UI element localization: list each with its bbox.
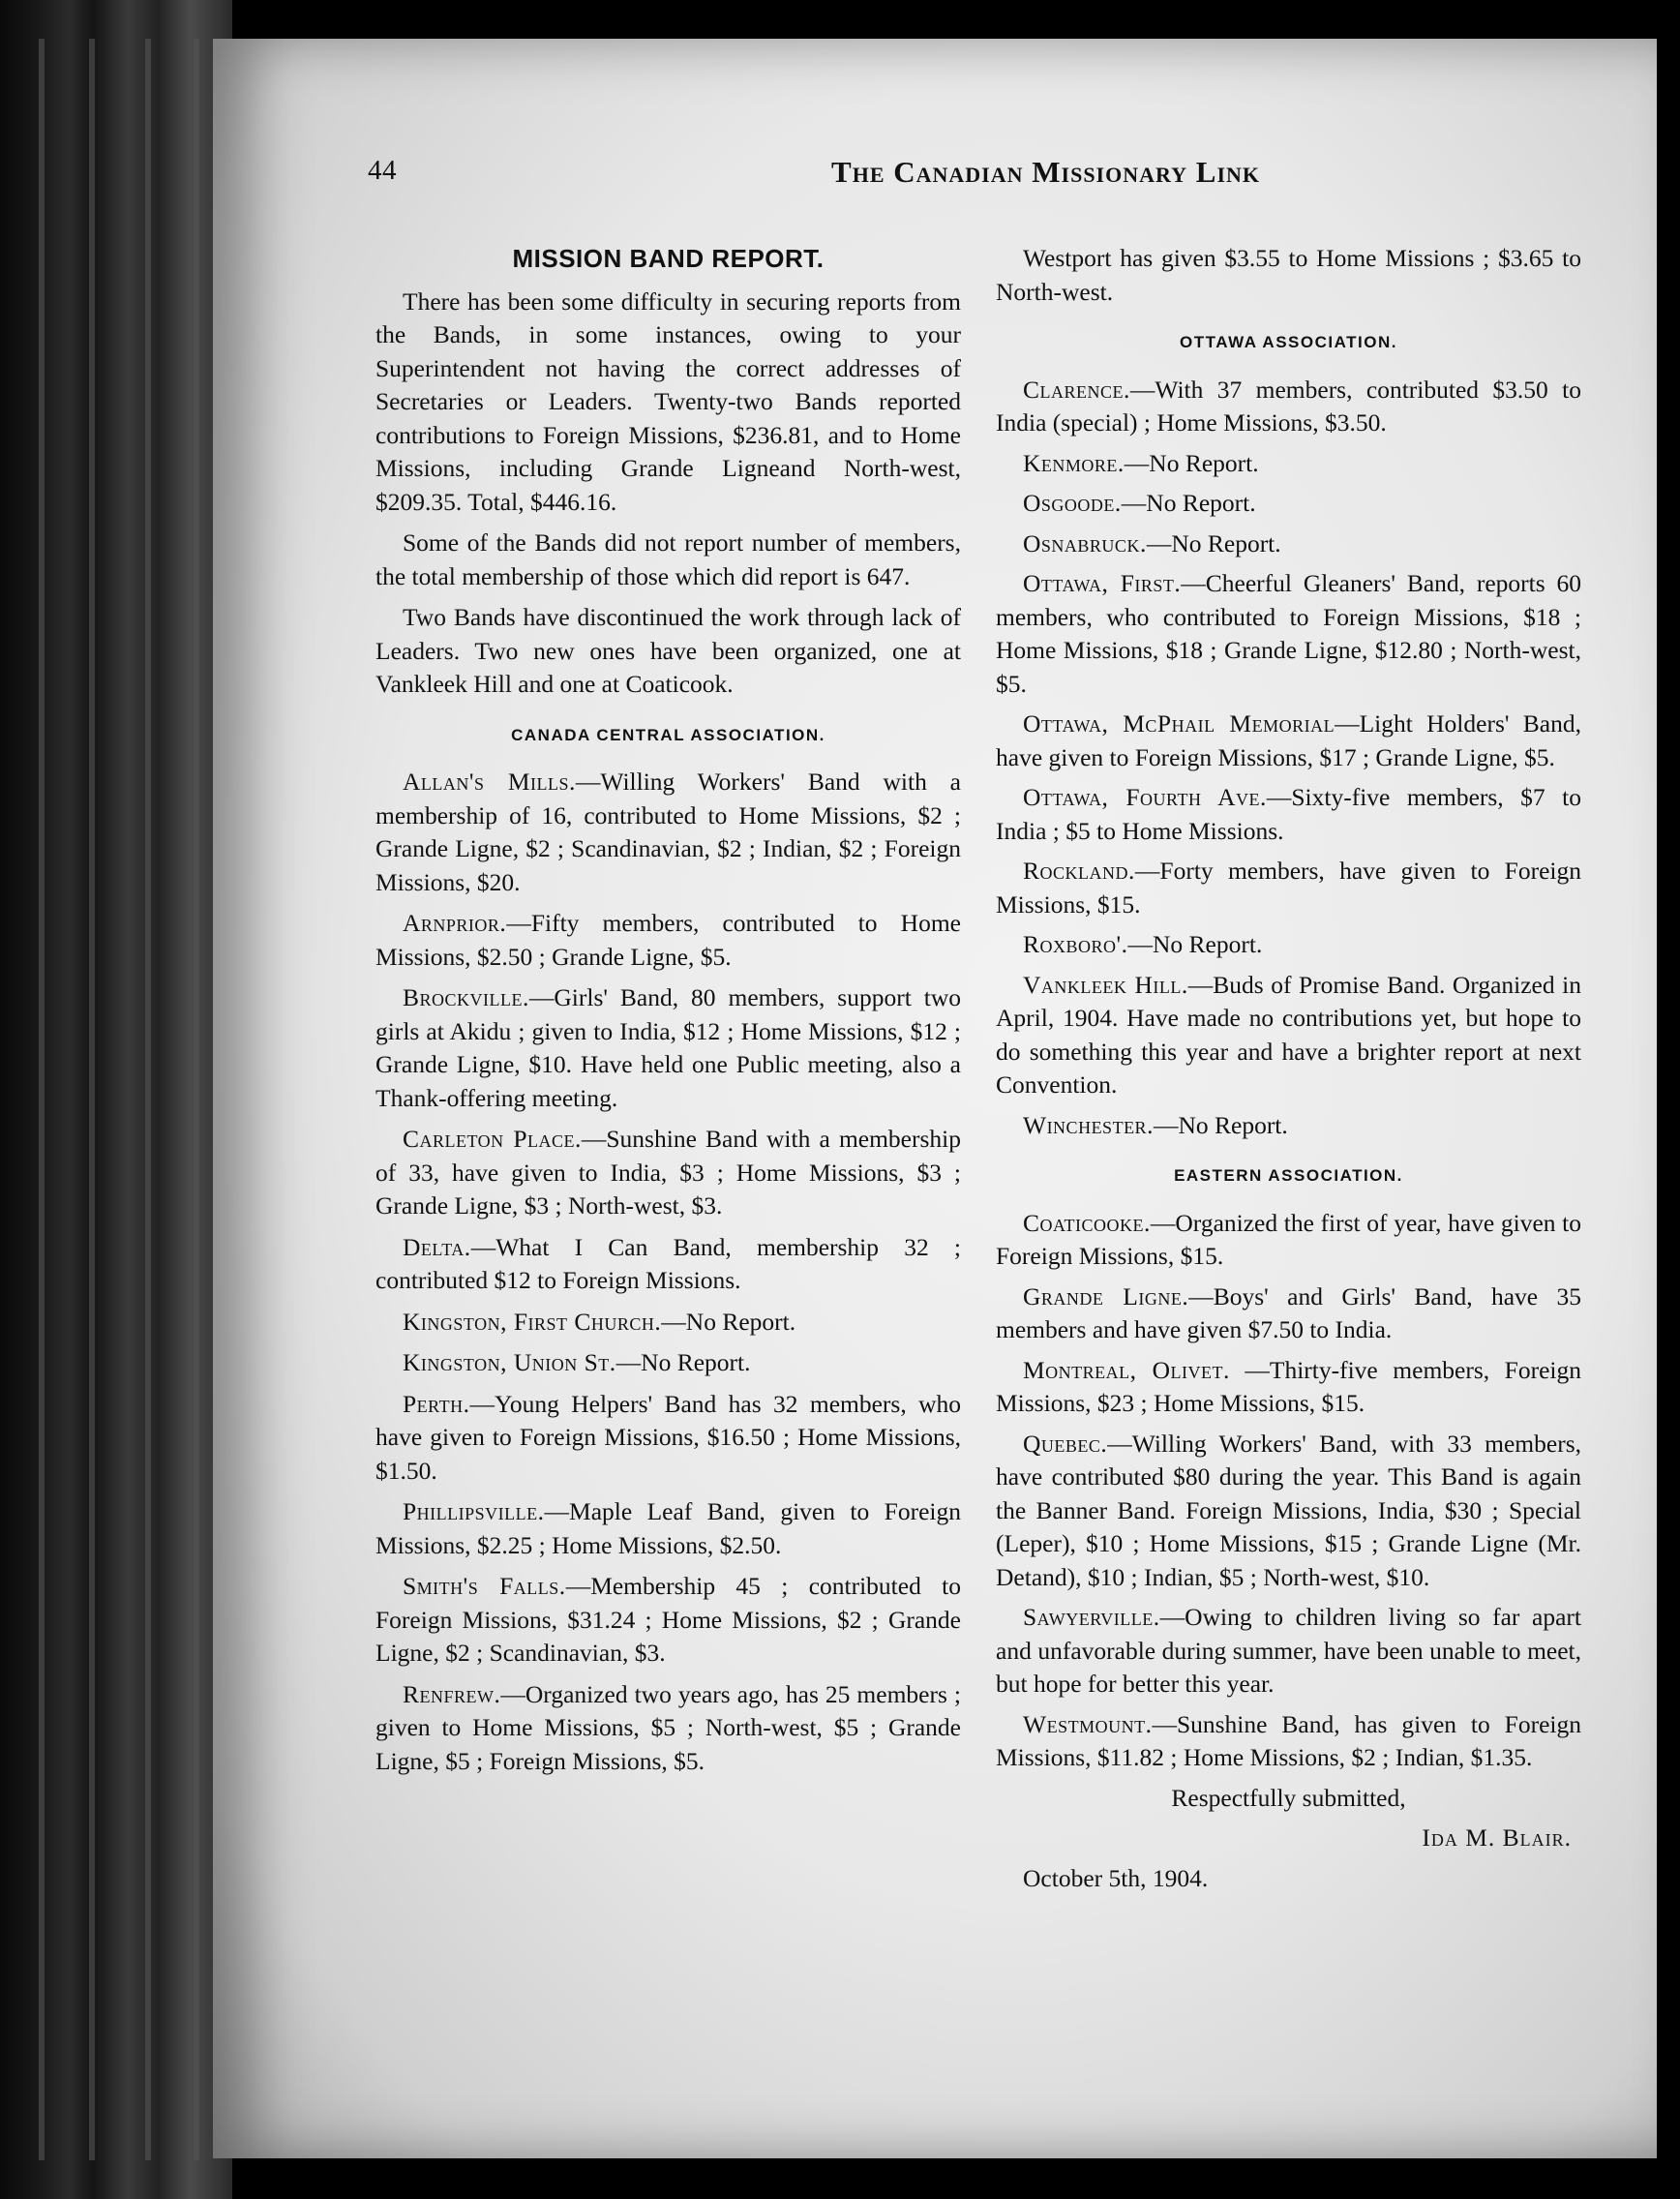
- section-heading: EASTERN ASSOCIATION.: [1174, 1166, 1403, 1185]
- entry-name: Phillipsville.: [403, 1497, 545, 1525]
- entry-text: —No Report.: [661, 1307, 796, 1336]
- journal-title: The Canadian Missionary Link: [831, 155, 1260, 189]
- band-entry: [375, 1570, 961, 1671]
- band-entry: [375, 1306, 961, 1340]
- section-heading: OTTAWA ASSOCIATION.: [1180, 333, 1397, 351]
- band-entry: [375, 766, 961, 899]
- intro-paragraph: Some of the Bands did not report number of members, the total membership of those which did report is 647.: [375, 528, 961, 590]
- entry-text: —What I Can Band, membership 32 ; contributed $12 to Foreign Missions.: [375, 1232, 961, 1294]
- entry-text: —No Report.: [615, 1348, 751, 1376]
- entry-name: Westmount.: [1023, 1709, 1153, 1738]
- entry-name: Ottawa, McPhail Memorial: [1023, 709, 1335, 738]
- entry-name: Ottawa, Fourth Ave.: [1023, 783, 1267, 811]
- entry-name: Kingston, Union St.: [403, 1348, 616, 1376]
- entry-text: —Young Helpers' Band has 32 members, who have given to Foreign Missions, $16.50 ; Home Missions, $1.50.: [375, 1389, 961, 1485]
- entry-name: Winchester.: [1023, 1110, 1154, 1139]
- entry-name: Brockville.: [403, 983, 529, 1011]
- band-entry: [375, 1678, 961, 1779]
- entry-name: Osnabruck.: [1023, 528, 1147, 557]
- entry-text: —Fifty members, contributed to Home Missions, $2.50 ; Grande Ligne, $5.: [375, 909, 961, 971]
- band-entry: [996, 1428, 1581, 1595]
- band-entry: [375, 1495, 961, 1562]
- running-head: [368, 155, 1260, 194]
- band-entry: [375, 1346, 961, 1380]
- entry-text: —Sixty-five members, $7 to India ; $5 to Home Missions.: [996, 783, 1581, 845]
- entry-name: Quebec.: [1023, 1429, 1108, 1458]
- entry-text: —No Report.: [1121, 489, 1256, 517]
- entry-name: Smith's Falls.: [403, 1572, 566, 1600]
- entry-name: Kingston, First Church.: [403, 1307, 662, 1336]
- entry-name: Vankleek Hill.: [1023, 970, 1188, 999]
- entry-text: —No Report.: [1124, 448, 1259, 477]
- carryover-paragraph: Westport has given $3.55 to Home Missions ; $3.65 to North-west.: [996, 244, 1581, 306]
- entry-text: —Owing to children living so far apart and unfavorable during summer, have been unable to meet, but hope for better this year.: [996, 1603, 1581, 1698]
- entry-text: —Willing Workers' Band with a membership of 16, contributed to Home Missions, $2 ; Grande Ligne, $2 ; Scandinavian, $2 ; Indian, $2 ; Foreign Missions, $20.: [375, 768, 961, 896]
- entry-text: —No Report.: [1153, 1110, 1288, 1139]
- entry-name: Delta.: [403, 1232, 471, 1261]
- entry-text: —Light Holders' Band, have given to Foreign Missions, $17 ; Grande Ligne, $5.: [996, 709, 1581, 771]
- entry-list: [375, 766, 961, 1778]
- entry-name: Allan's Mills.: [403, 768, 576, 796]
- entry-name: Clarence.: [1023, 375, 1130, 404]
- entry-text: —Girls' Band, 80 members, support two girls at Akidu ; given to India, $12 ; Home Missions, $12 ; Grande Ligne, $10. Have held one Public meeting, also a Thank-offering meeting.: [375, 983, 961, 1112]
- band-entry: [996, 1354, 1581, 1421]
- left-column: [375, 242, 961, 1786]
- entry-text: —Thirty-five members, Foreign Missions, $23 ; Home Missions, $15.: [996, 1355, 1581, 1417]
- entry-name: Rockland.: [1023, 857, 1135, 885]
- entry-text: —Organized the first of year, have given to Foreign Missions, $15.: [996, 1208, 1581, 1270]
- section-heading: CANADA CENTRAL ASSOCIATION.: [511, 725, 825, 744]
- entry-text: —Willing Workers' Band, with 33 members, have contributed $80 during the year. This Band is again the Banner Band. Foreign Missions, India, $30 ; Special (Leper), $10 ; Home Missions, $15 ; Grande Ligne (Mr. Detand), $10 ; Indian, $5 ; North-west, $10.: [996, 1429, 1581, 1591]
- entry-name: Coaticooke.: [1023, 1208, 1151, 1237]
- page: [213, 39, 1657, 2158]
- entry-name: Grande Ligne.: [1023, 1281, 1189, 1310]
- entry-text: —Sunshine Band, has given to Foreign Missions, $11.82 ; Home Missions, $2 ; Indian, $1.35.: [996, 1709, 1581, 1771]
- band-entry: [996, 487, 1581, 521]
- entry-name: Osgoode.: [1023, 489, 1122, 517]
- intro-paragraph: Two Bands have discontinued the work through lack of Leaders. Two new ones have been organized, one at Vankleek Hill and one at Coaticook.: [375, 603, 961, 698]
- band-entry: [375, 981, 961, 1115]
- band-entry: [996, 969, 1581, 1102]
- entry-text: —Forty members, have given to Foreign Missions, $15.: [996, 857, 1581, 919]
- band-entry: [996, 1207, 1581, 1274]
- entry-text: —Cheerful Gleaners' Band, reports 60 members, who contributed to Foreign Missions, $18 ; Home Missions, $18 ; Grande Ligne, $12.80 ; North-west, $5.: [996, 569, 1581, 698]
- entry-name: Perth.: [403, 1389, 470, 1418]
- book-edge: [0, 0, 232, 2199]
- band-entry: [375, 1231, 961, 1298]
- entry-list: [996, 374, 1581, 1143]
- right-column: [996, 242, 1581, 1902]
- band-entry: [996, 374, 1581, 440]
- band-entry: [996, 527, 1581, 561]
- band-entry: [996, 1708, 1581, 1775]
- entry-text: —With 37 members, contributed $3.50 to India (special) ; Home Missions, $3.50.: [996, 375, 1581, 437]
- entry-name: Arnprior.: [403, 909, 507, 937]
- band-entry: [375, 907, 961, 974]
- entry-name: Montreal, Olivet.: [1023, 1355, 1230, 1384]
- page-number: 44: [368, 155, 397, 186]
- entry-name: Sawyerville.: [1023, 1603, 1160, 1631]
- band-entry: [996, 447, 1581, 481]
- band-entry: [996, 708, 1581, 774]
- entry-list: [996, 1207, 1581, 1775]
- band-entry: [375, 1388, 961, 1489]
- entry-text: —Maple Leaf Band, given to Foreign Missions, $2.25 ; Home Missions, $2.50.: [375, 1497, 961, 1559]
- entry-name: Ottawa, First.: [1023, 569, 1182, 597]
- entry-text: —Organized two years ago, has 25 members ; given to Home Missions, $5 ; North-west, $5 ; Grande Ligne, $5 ; Foreign Missions, $5.: [375, 1679, 961, 1775]
- intro-paragraph: There has been some difficulty in securing reports from the Bands, in some instances, owing to your Superintendent not having the correct addresses of Secretaries or Leaders. Twenty-two Bands reported contributions to Foreign Missions, $236.81, and to Home Missions, including Grande Ligneand North-west, $209.35. Total, $446.16.: [375, 286, 961, 516]
- band-entry: [996, 855, 1581, 921]
- signature: Ida M. Blair.: [1422, 1823, 1572, 1852]
- entry-name: Carleton Place.: [403, 1125, 582, 1153]
- band-entry: [375, 1123, 961, 1223]
- entry-name: Roxboro'.: [1023, 930, 1128, 958]
- closing-line: Respectfully submitted,: [1171, 1783, 1406, 1812]
- band-entry: [996, 781, 1581, 848]
- entry-name: Renfrew.: [403, 1679, 501, 1708]
- band-entry: [996, 1109, 1581, 1143]
- band-entry: [996, 1280, 1581, 1347]
- entry-text: —Membership 45 ; contributed to Foreign Missions, $31.24 ; Home Missions, $2 ; Grande Ligne, $2 ; Scandinavian, $3.: [375, 1572, 961, 1667]
- entry-text: —No Report.: [1146, 528, 1281, 557]
- entry-text: —Buds of Promise Band. Organized in April, 1904. Have made no contributions yet, but hope to do something this year and have a brighter report at next Convention.: [996, 970, 1582, 1099]
- band-entry: [996, 567, 1581, 701]
- entry-text: —Sunshine Band with a membership of 33, have given to India, $3 ; Home Missions, $3 ; Grande Ligne, $3 ; North-west, $3.: [375, 1125, 961, 1220]
- entry-text: —No Report.: [1127, 930, 1263, 958]
- entry-name: Kenmore.: [1023, 448, 1125, 477]
- report-date: October 5th, 1904.: [1023, 1863, 1209, 1892]
- band-entry: [996, 1601, 1581, 1702]
- band-entry: [996, 928, 1581, 962]
- entry-text: —Boys' and Girls' Band, have 35 members and have given $7.50 to India.: [996, 1281, 1581, 1343]
- report-title: MISSION BAND REPORT.: [512, 244, 825, 273]
